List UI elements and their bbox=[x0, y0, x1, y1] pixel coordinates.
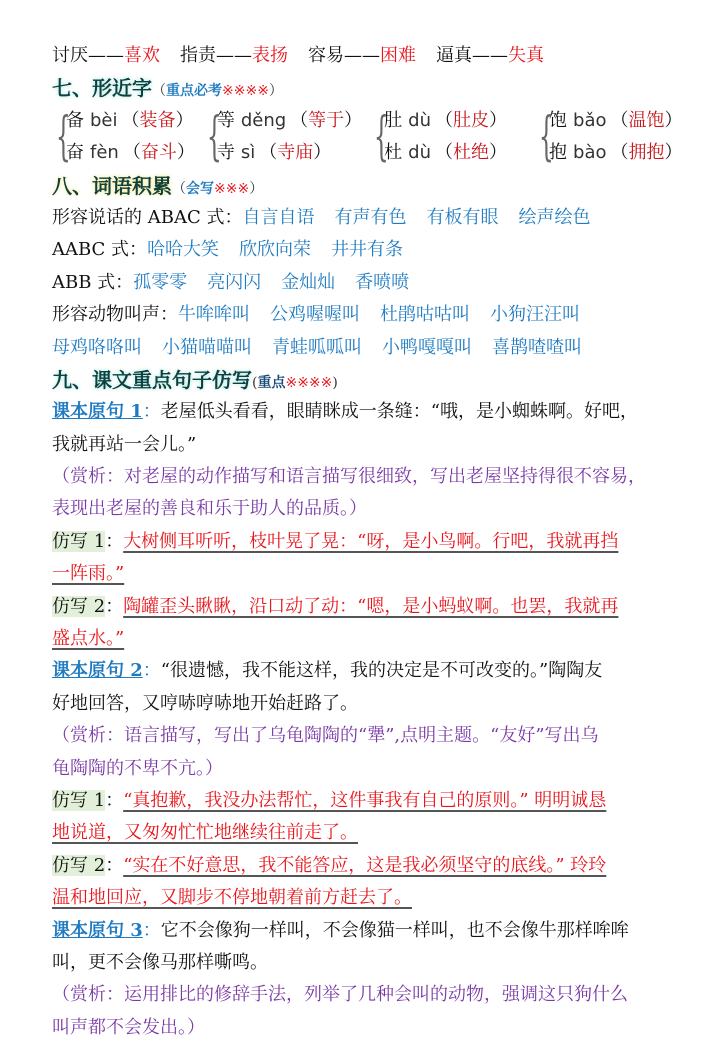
word-item: 母鸡咯咯叫 bbox=[52, 336, 142, 358]
tag: 会写 bbox=[186, 180, 214, 197]
analysis-text: 叫声都不会发出。） bbox=[52, 1016, 205, 1038]
group-rows bbox=[217, 105, 362, 170]
original-line bbox=[52, 396, 678, 428]
word-item: 喜鹊喳喳叫 bbox=[492, 336, 582, 358]
pinyin: dù bbox=[408, 142, 432, 164]
word: 奋斗 bbox=[140, 142, 177, 164]
word: 讨厌 bbox=[52, 45, 88, 66]
antonym-pair bbox=[308, 40, 416, 72]
imitation-line bbox=[52, 591, 678, 623]
imitation-label: 仿写 2 bbox=[52, 854, 106, 876]
imitation-line bbox=[52, 882, 678, 914]
char-row bbox=[66, 105, 195, 137]
imitation-line bbox=[52, 558, 678, 590]
original-label: 课本原句 1 bbox=[52, 401, 143, 423]
label: AABC 式： bbox=[52, 239, 148, 261]
char-row bbox=[217, 105, 362, 137]
document-page bbox=[52, 40, 683, 1044]
word: 拥抱 bbox=[628, 142, 665, 164]
word-item: 公鸡喔喔叫 bbox=[270, 304, 360, 326]
dash: —— bbox=[344, 45, 380, 66]
pinyin: bǎo bbox=[573, 109, 607, 131]
section-9-heading: 九、课文重点句子仿写(重点※※※※) bbox=[52, 367, 338, 392]
stars: ※※※ bbox=[214, 180, 250, 197]
group-rows bbox=[549, 105, 682, 170]
paren: ） bbox=[489, 109, 508, 131]
brace-icon: { bbox=[374, 107, 389, 168]
imitation-label: 仿写 2 bbox=[52, 595, 106, 617]
char-row bbox=[549, 105, 682, 137]
original-text: 老屋低头看看，眼睛眯成一条缝：“哦，是小蜘蛛啊。好吧， bbox=[160, 401, 638, 423]
analysis-text: 龟陶陶的不卑不亢。） bbox=[52, 757, 223, 779]
word: 逼真 bbox=[436, 45, 472, 66]
dash: —— bbox=[88, 45, 124, 66]
antonym: 喜欢 bbox=[124, 45, 160, 66]
paren: （ bbox=[259, 142, 278, 164]
imitation-text: 一阵雨。” bbox=[52, 563, 125, 585]
imitation-label: 仿写 1 bbox=[52, 790, 106, 811]
antonym-row bbox=[52, 40, 678, 72]
analysis-line bbox=[52, 753, 678, 785]
paren: ） bbox=[176, 142, 195, 164]
character: 备 bbox=[66, 109, 84, 131]
animal-row-2 bbox=[52, 332, 678, 364]
original-text: 它不会像狗一样叫，不会像猫一样叫，也不会像牛那样哞哞 bbox=[160, 919, 629, 941]
stars: ※※※※ bbox=[222, 83, 269, 100]
paren: （ bbox=[122, 142, 141, 164]
colon: ： bbox=[105, 595, 124, 617]
original-text: 叫，更不会像马那样嘶鸣。 bbox=[52, 951, 268, 973]
pinyin: fèn bbox=[90, 142, 119, 164]
similar-characters bbox=[52, 105, 683, 170]
char-row bbox=[384, 105, 507, 137]
word-item: 有板有眼 bbox=[426, 206, 499, 228]
pinyin: bèi bbox=[90, 109, 118, 131]
heading-text: 八、词语积累 bbox=[52, 173, 172, 198]
pinyin: sì bbox=[240, 142, 256, 164]
analysis-line bbox=[52, 493, 678, 525]
paren: ） bbox=[175, 109, 194, 131]
analysis-text: （赏析：运用排比的修辞手法，列举了几种会叫的动物，强调这只狗什么 bbox=[52, 984, 628, 1006]
word-item: 亮闪闪 bbox=[207, 271, 262, 293]
group-rows bbox=[66, 105, 195, 170]
imitation-line bbox=[52, 785, 678, 817]
section-7-heading: 七、形近字（重点必考※※※※） bbox=[52, 76, 283, 101]
antonym-pair bbox=[180, 40, 288, 72]
character: 寺 bbox=[216, 142, 235, 164]
analysis-line bbox=[52, 1012, 678, 1044]
imitation-line bbox=[52, 526, 678, 558]
word-item: 欣欣向荣 bbox=[239, 239, 312, 261]
tag: 重点必考 bbox=[166, 83, 222, 100]
group-rows bbox=[384, 105, 507, 170]
antonym-pair bbox=[436, 40, 544, 72]
word-item: 小鸭嘎嘎叫 bbox=[382, 336, 472, 358]
word: 容易 bbox=[308, 45, 344, 66]
word: 装备 bbox=[139, 109, 176, 131]
analysis-text: （赏析：语言描写，写出了乌龟陶陶的“犟”,点明主题。“友好”写出乌 bbox=[52, 725, 599, 747]
colon: ： bbox=[142, 919, 161, 941]
abac-row bbox=[52, 202, 678, 234]
heading-text: 九、课文重点句子仿写 bbox=[52, 367, 252, 392]
original-text: 好地回答，又哼哧哼哧地开始赶路了。 bbox=[52, 692, 358, 714]
paren: （ bbox=[435, 109, 454, 131]
colon: ： bbox=[105, 530, 124, 552]
character: 饱 bbox=[549, 109, 568, 131]
word: 等于 bbox=[308, 109, 345, 131]
imitation-label: 仿写 1 bbox=[52, 530, 106, 552]
abb-row bbox=[52, 267, 678, 299]
char-row bbox=[384, 137, 507, 169]
imitation-text: 温和地回应，又脚步不停地朝着前方赶去了。 bbox=[52, 887, 412, 909]
label: 形容说话的 ABAC 式： bbox=[52, 206, 243, 228]
word-item: 金灿灿 bbox=[281, 271, 336, 293]
imitation-line bbox=[52, 850, 678, 882]
imitation-line bbox=[52, 817, 678, 849]
word: 肚皮 bbox=[453, 109, 490, 131]
word-item: 牛哞哞叫 bbox=[178, 304, 250, 326]
brace-icon: { bbox=[538, 107, 554, 168]
colon: ： bbox=[105, 790, 124, 811]
original-line bbox=[52, 655, 678, 687]
imitation-text: “真抱歉，我没办法帮忙，这件事我有自己的原则。” 明明诚恳 bbox=[123, 790, 607, 811]
word-item: 香喷喷 bbox=[355, 271, 410, 293]
word: 指责 bbox=[180, 45, 216, 66]
word-item: 井井有条 bbox=[331, 239, 404, 261]
paren: ） bbox=[489, 142, 508, 164]
antonym: 表扬 bbox=[252, 45, 288, 66]
paren: ） bbox=[344, 109, 363, 131]
imitation-text: 地说道，又匆匆忙忙地继续往前走了。 bbox=[52, 822, 358, 844]
word-item: 青蛙呱呱叫 bbox=[272, 336, 362, 358]
analysis-text: （赏析：对老屋的动作描写和语言描写很细致，写出老屋坚持得很不容易， bbox=[52, 466, 646, 488]
imitation-text: “实在不好意思，我不能答应，这是我必须坚守的底线。” 玲玲 bbox=[123, 854, 607, 876]
colon: ： bbox=[105, 854, 124, 876]
heading-text: 七、形近字 bbox=[52, 76, 152, 101]
analysis-line bbox=[52, 461, 678, 493]
imitation-text: 大树侧耳听听，枝叶晃了晃：“呀，是小鸟啊。行吧，我就再挡 bbox=[123, 530, 619, 552]
char-group bbox=[203, 105, 362, 170]
word-item: 小猫喵喵叫 bbox=[162, 336, 252, 358]
antonym: 困难 bbox=[380, 45, 416, 66]
dash: —— bbox=[216, 45, 252, 66]
analysis-line bbox=[52, 720, 678, 752]
paren: （ bbox=[610, 109, 629, 131]
paren: ） bbox=[313, 142, 332, 164]
word-item: 哈哈大笑 bbox=[147, 239, 220, 261]
character: 等 bbox=[216, 109, 235, 131]
section-8-heading: 八、词语积累（会写※※※） bbox=[52, 173, 264, 198]
aabc-row bbox=[52, 234, 678, 266]
original-label: 课本原句 2 bbox=[52, 660, 143, 682]
paren: （ bbox=[435, 142, 454, 164]
original-line bbox=[52, 429, 678, 461]
paren: （ bbox=[290, 109, 309, 131]
colon: ： bbox=[142, 660, 161, 682]
char-group bbox=[52, 105, 195, 170]
tag: 重点 bbox=[257, 374, 286, 391]
original-text: “很遗憾，我不能这样，我的决定是不可改变的。”陶陶友 bbox=[160, 660, 603, 682]
animal-row-1 bbox=[52, 299, 678, 331]
paren: （ bbox=[610, 142, 629, 164]
analysis-text: 表现出老屋的善良和乐于助人的品质。） bbox=[52, 498, 367, 520]
word-item: 小狗汪汪叫 bbox=[490, 304, 580, 326]
original-line bbox=[52, 688, 678, 720]
word-item: 孤零零 bbox=[133, 271, 188, 293]
word: 温饱 bbox=[628, 109, 665, 131]
character: 抱 bbox=[549, 142, 568, 164]
label: 形容动物叫声： bbox=[52, 304, 178, 326]
imitation-text: 陶罐歪头瞅瞅，沿口动了动：“嗯，是小蚂蚁啊。也罢，我就再 bbox=[123, 595, 619, 617]
stars: ※※※※ bbox=[285, 374, 333, 391]
pinyin: bào bbox=[573, 142, 607, 164]
char-row bbox=[66, 137, 195, 169]
paren: （ bbox=[121, 109, 140, 131]
dash: —— bbox=[472, 45, 508, 66]
word: 寺庙 bbox=[277, 142, 314, 164]
original-label: 课本原句 3 bbox=[52, 919, 143, 941]
paren: ） bbox=[664, 109, 683, 131]
analysis-line bbox=[52, 979, 678, 1011]
word-item: 绘声绘色 bbox=[518, 206, 591, 228]
paren: ） bbox=[664, 142, 683, 164]
antonym: 失真 bbox=[508, 45, 544, 66]
char-group bbox=[370, 105, 507, 170]
imitation-line bbox=[52, 623, 678, 655]
brace-icon: { bbox=[206, 107, 222, 168]
char-group bbox=[535, 105, 682, 170]
sentence-imitation bbox=[52, 396, 678, 1044]
word-item: 自言自语 bbox=[242, 206, 315, 228]
word-item: 有声有色 bbox=[334, 206, 407, 228]
colon: ： bbox=[142, 401, 161, 423]
original-line bbox=[52, 915, 678, 947]
label: ABB 式： bbox=[52, 271, 134, 293]
antonym-pair bbox=[52, 40, 160, 72]
char-row bbox=[549, 137, 682, 169]
character: 肚 bbox=[384, 109, 403, 131]
original-text: 我就再站一会儿。” bbox=[52, 433, 197, 455]
character: 杜 bbox=[384, 142, 403, 164]
original-line bbox=[52, 947, 678, 979]
char-row bbox=[217, 137, 362, 169]
word-item: 杜鹃咕咕叫 bbox=[380, 304, 470, 326]
pinyin: dù bbox=[408, 109, 432, 131]
imitation-text: 盛点水。” bbox=[52, 628, 125, 650]
word: 杜绝 bbox=[453, 142, 490, 164]
character: 奋 bbox=[66, 142, 84, 164]
pinyin: děng bbox=[240, 109, 287, 131]
brace-icon: { bbox=[55, 107, 71, 168]
